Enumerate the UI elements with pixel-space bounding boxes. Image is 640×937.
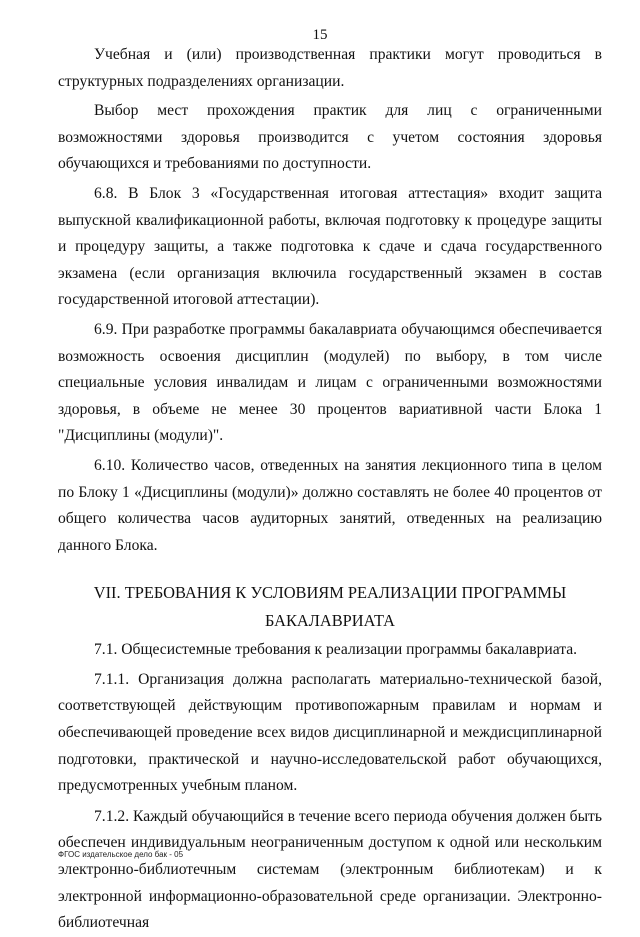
paragraph-6-8: 6.8. В Блок 3 «Государственная итоговая аттестация» входит защита выпускной квалификационной работы, включая подготовку к процедуре защиты и процедуру защиты, а также подготовка к сдаче и сдача государственного экзамена (если организация включила государственный экзамен в состав государственной итоговой аттестации). (58, 184, 602, 309)
paragraph-7-1-2: 7.1.2. Каждый обучающийся в течение всего периода обучения должен быть обеспечен индивидуальным неограниченным доступом к одной или нескольким электронно-библиотечным системам (электронным библиотекам) и к электронной информационно-образовательной среде организации. Электронно-библиотечная (58, 807, 602, 932)
paragraph-disabled-practice: Выбор мест прохождения практик для лиц с ограниченными возможностями здоровья производится с учетом состояния здоровья обучающихся и требованиями по доступности. (58, 102, 602, 173)
document-body (58, 42, 602, 937)
paragraph-practice-locations: Учебная и (или) производственная практики могут проводиться в структурных подразделениях организации. (58, 46, 602, 90)
paragraph-6-10: 6.10. Количество часов, отведенных на занятия лекционного типа в целом по Блоку 1 «Дисциплины (модули)» должно составлять не более 40 процентов от общего количества часов аудиторных занятий, отведенных на реализацию данного Блока. (58, 456, 602, 554)
footer-document-code: ФГОС издательское дело бак - 05 (58, 850, 184, 859)
paragraph-7-1-1: 7.1.1. Организация должна располагать материально-технической базой, соответствующей действующим противопожарным правилам и нормам и обеспечивающей проведение всех видов дисциплинарной и междисциплинарной подготовки, практической и научно-исследовательской работ обучающихся, предусмотренных учебным планом. (58, 670, 602, 795)
page-number: 15 (312, 27, 328, 43)
section-heading (58, 579, 602, 635)
paragraph-6-9: 6.9. При разработке программы бакалавриата обучающимся обеспечивается возможность освоения дисциплин (модулей) по выбору, в том числе специальные условия инвалидам и лицам с ограниченными возможностями здоровья, в объеме не менее 30 процентов вариативной части Блока 1 "Дисциплины (модули)". (58, 320, 602, 445)
section-heading-line2: БАКАЛАВРИАТА (264, 611, 396, 631)
paragraph-7-1: 7.1. Общесистемные требования к реализации программы бакалавриата. (94, 641, 578, 659)
section-heading-line1: VII. ТРЕБОВАНИЯ К УСЛОВИЯМ РЕАЛИЗАЦИИ ПРОГРАММЫ (93, 583, 567, 603)
